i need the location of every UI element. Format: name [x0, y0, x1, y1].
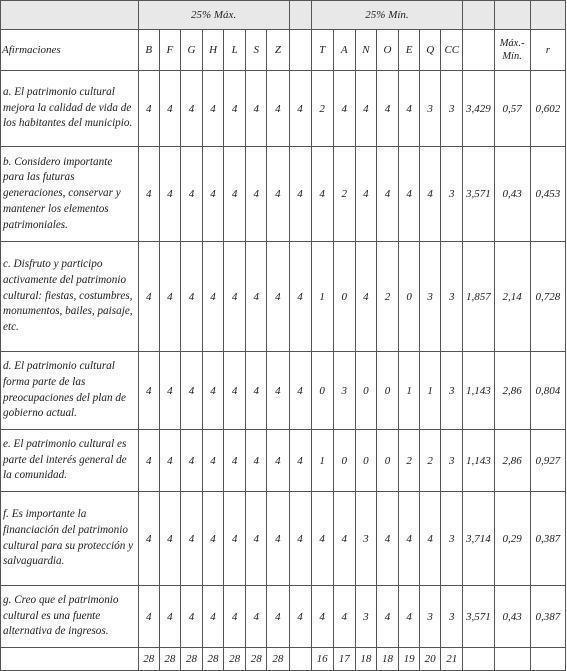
sum-max-cell: 4	[289, 492, 311, 586]
maxmin-cell: 0,43	[494, 147, 530, 242]
value-cell: 4	[311, 147, 333, 242]
value-cell: 4	[159, 352, 180, 430]
value-cell: 4	[246, 492, 267, 586]
value-cell: 4	[159, 492, 180, 586]
value-cell: 4	[203, 147, 224, 242]
col-header-min: O	[376, 30, 398, 71]
statement-cell: d. El patrimonio cultural forma parte de las preocupaciones del plan de gobierno actual.	[1, 352, 139, 430]
value-cell: 4	[180, 430, 202, 492]
col-header-max: H	[203, 30, 224, 71]
sum-min-cell: 1,143	[463, 352, 494, 430]
value-cell: 4	[159, 147, 180, 242]
value-cell: 4	[333, 492, 355, 586]
sum-min-cell: 3,571	[463, 586, 494, 648]
value-cell: 4	[203, 71, 224, 147]
value-cell: 3	[355, 492, 376, 586]
col-header-max: B	[138, 30, 159, 71]
value-cell: 1	[399, 352, 420, 430]
col-header-min: E	[399, 30, 420, 71]
sum-max-cell: 4	[289, 147, 311, 242]
value-cell: 1	[311, 430, 333, 492]
sum-min-cell: 3,429	[463, 71, 494, 147]
col-header-min: Q	[420, 30, 441, 71]
value-cell: 4	[138, 586, 159, 648]
sum-max-cell: 4	[289, 71, 311, 147]
value-cell: 4	[376, 586, 398, 648]
value-cell: 4	[333, 586, 355, 648]
value-cell: 4	[159, 586, 180, 648]
value-cell: 3	[441, 430, 463, 492]
group-header-row	[1, 1, 566, 30]
value-cell: 4	[138, 71, 159, 147]
value-cell: 4	[246, 586, 267, 648]
value-cell: 4	[267, 71, 289, 147]
total-cell: 19	[399, 648, 420, 671]
sum-max-cell: 4	[289, 586, 311, 648]
value-cell: 4	[376, 71, 398, 147]
value-cell: 4	[246, 430, 267, 492]
col-header-sum-min	[463, 30, 494, 71]
value-cell: 4	[355, 147, 376, 242]
maxmin-cell: 0,43	[494, 586, 530, 648]
value-cell: 4	[203, 242, 224, 352]
total-maxmin-cell	[494, 648, 530, 671]
value-cell: 4	[355, 242, 376, 352]
r-cell: 0,804	[530, 352, 565, 430]
total-cell: 28	[138, 648, 159, 671]
r-cell: 0,728	[530, 242, 565, 352]
r-cell: 0,387	[530, 586, 565, 648]
totals-row	[1, 648, 566, 671]
col-header-max: F	[159, 30, 180, 71]
table-row	[1, 71, 566, 147]
col-header-max: S	[246, 30, 267, 71]
total-cell: 21	[441, 648, 463, 671]
empty-corner-cell	[1, 1, 139, 30]
value-cell: 4	[246, 242, 267, 352]
value-cell: 4	[180, 147, 202, 242]
col-header-min: N	[355, 30, 376, 71]
maxmin-label-line-1: Máx.-	[499, 38, 525, 49]
value-cell: 4	[246, 352, 267, 430]
value-cell: 3	[420, 242, 441, 352]
value-cell: 3	[420, 71, 441, 147]
statement-cell: e. El patrimonio cultural es parte del interés general de la comunidad.	[1, 430, 139, 492]
col-header-min: CC	[441, 30, 463, 71]
statement-cell: a. El patrimonio cultural mejora la calidad de vida de los habitantes del municipio.	[1, 71, 139, 147]
value-cell: 4	[267, 147, 289, 242]
maxmin-label-line-2: Mín.	[502, 51, 522, 62]
value-cell: 4	[180, 492, 202, 586]
value-cell: 4	[224, 492, 246, 586]
value-cell: 4	[180, 586, 202, 648]
col-header-r: r	[530, 30, 565, 71]
col-header-min: A	[333, 30, 355, 71]
col-header-max: L	[224, 30, 246, 71]
value-cell: 4	[246, 71, 267, 147]
value-cell: 4	[159, 242, 180, 352]
value-cell: 3	[420, 586, 441, 648]
total-sum-max-cell	[289, 648, 311, 671]
value-cell: 0	[376, 430, 398, 492]
value-cell: 4	[333, 71, 355, 147]
total-cell: 18	[355, 648, 376, 671]
value-cell: 4	[138, 147, 159, 242]
sum-max-header-cell	[289, 1, 311, 30]
value-cell: 4	[138, 430, 159, 492]
total-cell: 28	[159, 648, 180, 671]
maxmin-cell: 2,14	[494, 242, 530, 352]
col-header-min: T	[311, 30, 333, 71]
value-cell: 4	[138, 242, 159, 352]
value-cell: 4	[224, 242, 246, 352]
value-cell: 3	[441, 492, 463, 586]
value-cell: 4	[224, 586, 246, 648]
value-cell: 4	[311, 492, 333, 586]
value-cell: 4	[159, 430, 180, 492]
total-r-cell	[530, 648, 565, 671]
value-cell: 2	[333, 147, 355, 242]
value-cell: 3	[355, 586, 376, 648]
value-cell: 4	[355, 71, 376, 147]
value-cell: 4	[376, 492, 398, 586]
value-cell: 2	[311, 71, 333, 147]
sum-max-cell: 4	[289, 430, 311, 492]
maxmin-cell: 0,29	[494, 492, 530, 586]
value-cell: 0	[311, 352, 333, 430]
value-cell: 4	[376, 147, 398, 242]
statement-cell: b. Considero importante para las futuras generaciones, conservar y mantener los elementos patrimoniales.	[1, 147, 139, 242]
total-cell: 16	[311, 648, 333, 671]
value-cell: 0	[333, 430, 355, 492]
table-row	[1, 147, 566, 242]
value-cell: 0	[355, 430, 376, 492]
col-header-maxmin	[494, 30, 530, 71]
total-cell: 28	[246, 648, 267, 671]
total-cell: 18	[376, 648, 398, 671]
value-cell: 4	[224, 147, 246, 242]
value-cell: 4	[267, 492, 289, 586]
value-cell: 4	[224, 352, 246, 430]
value-cell: 1	[420, 352, 441, 430]
value-cell: 3	[441, 147, 463, 242]
sum-max-cell: 4	[289, 242, 311, 352]
value-cell: 0	[333, 242, 355, 352]
value-cell: 4	[203, 586, 224, 648]
value-cell: 4	[420, 147, 441, 242]
value-cell: 4	[224, 430, 246, 492]
value-cell: 0	[399, 242, 420, 352]
value-cell: 2	[399, 430, 420, 492]
statement-cell: g. Creo que el patrimonio cultural es una fuente alternativa de ingresos.	[1, 586, 139, 648]
col-header-max: G	[180, 30, 202, 71]
sum-min-cell: 3,571	[463, 147, 494, 242]
value-cell: 2	[376, 242, 398, 352]
sum-min-cell: 3,714	[463, 492, 494, 586]
r-cell: 0,602	[530, 71, 565, 147]
value-cell: 4	[224, 71, 246, 147]
value-cell: 4	[267, 430, 289, 492]
value-cell: 4	[420, 492, 441, 586]
maxmin-cell: 2,86	[494, 430, 530, 492]
total-cell: 20	[420, 648, 441, 671]
col-header-max: Z	[267, 30, 289, 71]
statement-cell: f. Es importante la financiación del patrimonio cultural para su protección y salvaguardia.	[1, 492, 139, 586]
value-cell: 4	[180, 242, 202, 352]
value-cell: 3	[441, 71, 463, 147]
value-cell: 4	[399, 71, 420, 147]
value-cell: 4	[267, 586, 289, 648]
value-cell: 2	[420, 430, 441, 492]
value-cell: 4	[203, 492, 224, 586]
sum-min-cell: 1,857	[463, 242, 494, 352]
value-cell: 3	[441, 242, 463, 352]
sum-min-header-cell	[463, 1, 494, 30]
table-row	[1, 586, 566, 648]
col-header-sum-max	[289, 30, 311, 71]
r-cell: 0,453	[530, 147, 565, 242]
r-cell: 0,387	[530, 492, 565, 586]
table-row	[1, 492, 566, 586]
value-cell: 4	[180, 71, 202, 147]
value-cell: 4	[180, 352, 202, 430]
table-row	[1, 430, 566, 492]
maxmin-cell: 2,86	[494, 352, 530, 430]
value-cell: 4	[267, 352, 289, 430]
total-cell: 28	[267, 648, 289, 671]
value-cell: 4	[203, 430, 224, 492]
total-cell: 17	[333, 648, 355, 671]
totals-label-cell	[1, 648, 139, 671]
total-sum-min-cell	[463, 648, 494, 671]
maxmin-header-cell	[494, 1, 530, 30]
value-cell: 1	[311, 242, 333, 352]
r-header-cell	[530, 1, 565, 30]
value-cell: 4	[159, 71, 180, 147]
sum-min-cell: 1,143	[463, 430, 494, 492]
value-cell: 0	[376, 352, 398, 430]
value-cell: 4	[267, 242, 289, 352]
r-cell: 0,927	[530, 430, 565, 492]
table-row	[1, 242, 566, 352]
total-cell: 28	[180, 648, 202, 671]
value-cell: 4	[399, 147, 420, 242]
statements-header: Afirmaciones	[1, 30, 139, 71]
value-cell: 4	[203, 352, 224, 430]
maxmin-cell: 0,57	[494, 71, 530, 147]
value-cell: 4	[399, 586, 420, 648]
total-cell: 28	[224, 648, 246, 671]
value-cell: 3	[333, 352, 355, 430]
value-cell: 3	[441, 352, 463, 430]
table-row	[1, 352, 566, 430]
value-cell: 4	[138, 352, 159, 430]
group-min-header: 25% Mín.	[311, 1, 463, 30]
total-cell: 28	[203, 648, 224, 671]
statement-cell: c. Disfruto y participo activamente del patrimonio cultural: fiestas, costumbres, monumentos, bailes, paisaje, etc.	[1, 242, 139, 352]
value-cell: 4	[311, 586, 333, 648]
group-max-header: 25% Máx.	[138, 1, 289, 30]
value-cell: 0	[355, 352, 376, 430]
value-cell: 3	[441, 586, 463, 648]
value-cell: 4	[399, 492, 420, 586]
value-cell: 4	[138, 492, 159, 586]
sum-max-cell: 4	[289, 352, 311, 430]
column-header-row	[1, 30, 566, 71]
value-cell: 4	[246, 147, 267, 242]
